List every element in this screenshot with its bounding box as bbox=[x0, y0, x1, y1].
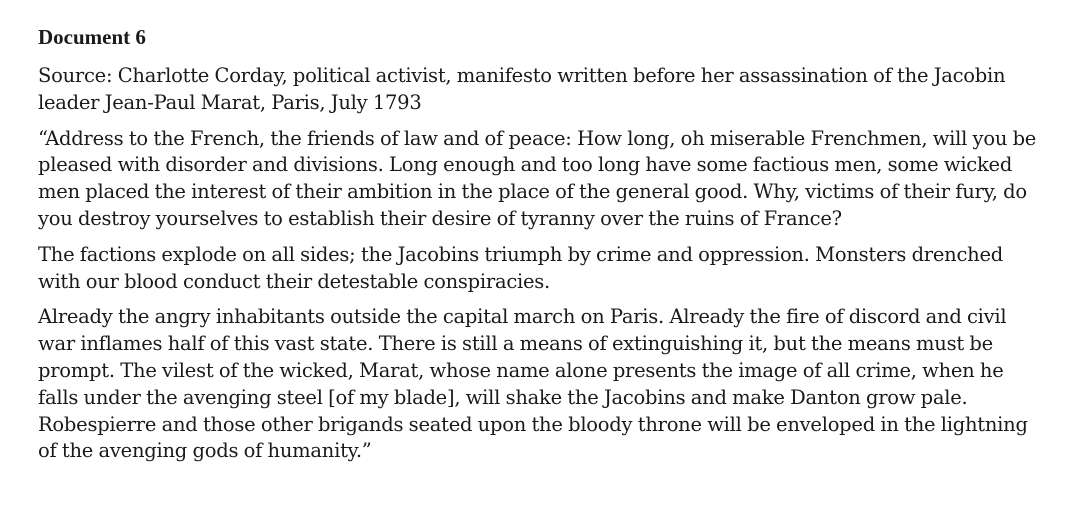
source-citation: Source: Charlotte Corday, political activist, manifesto written before her assassination of the Jacobin leader Jean-Paul Marat, Paris, July 1793 bbox=[38, 64, 1006, 114]
manifesto-paragraph-3: Already the angry inhabitants outside the capital march on Paris. Already the fire of discord and civil war inflames half of this vast state. There is still a means of extinguishing it, but the means must be prompt. The vilest of the wicked, Marat, whose name alone presents the image of all crime, when he falls under the avenging steel [of my blade], will shake the Jacobins and make Danton grow pale. Robespierre and those other brigands seated upon the bloody throne will be enveloped in the lightning of the avenging gods of humanity.” bbox=[38, 305, 1028, 463]
manifesto-paragraph-1: “Address to the French, the friends of law and of peace: How long, oh miserable Frenchmen, will you be pleased with disorder and divisions. Long enough and too long have some factious men, some wicked men placed the interest of their ambition in the place of the general good. Why, victims of their fury, do you destroy yourselves to establish their desire of tyranny over the ruins of France? bbox=[38, 126, 1037, 230]
manifesto-paragraph-2: The factions explode on all sides; the Jacobins triumph by crime and oppression. Monsters drenched with our blood conduct their detestable conspiracies. bbox=[38, 242, 1003, 293]
document-title: Document 6 bbox=[38, 25, 146, 49]
